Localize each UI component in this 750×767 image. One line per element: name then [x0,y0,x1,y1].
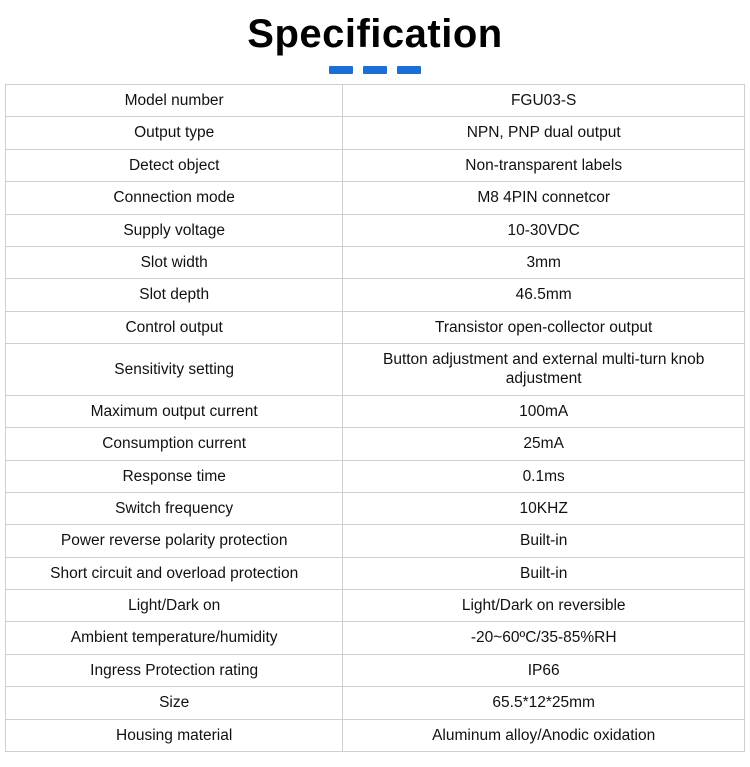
spec-value: 3mm [343,246,745,278]
spec-label: Switch frequency [6,492,343,524]
dash-1 [329,66,353,74]
spec-label: Light/Dark on [6,590,343,622]
spec-label: Control output [6,311,343,343]
spec-value: 46.5mm [343,279,745,311]
table-row [6,149,745,181]
spec-label: Consumption current [6,428,343,460]
spec-value: 65.5*12*25mm [343,687,745,719]
spec-value: 10-30VDC [343,214,745,246]
spec-value: 25mA [343,428,745,460]
table-row [6,719,745,751]
table-row [6,428,745,460]
spec-value: -20~60ºC/35-85%RH [343,622,745,654]
table-row [6,117,745,149]
table-row [6,85,745,117]
spec-label: Short circuit and overload protection [6,557,343,589]
spec-label: Ambient temperature/humidity [6,622,343,654]
table-row [6,246,745,278]
spec-value: M8 4PIN connetcor [343,182,745,214]
spec-value: 100mA [343,395,745,427]
table-row [6,557,745,589]
title-underline-dashes [0,66,750,74]
specification-table-body [6,85,745,752]
spec-label: Size [6,687,343,719]
specification-table [5,84,745,752]
table-row [6,395,745,427]
spec-value: 10KHZ [343,492,745,524]
specification-page [0,10,750,767]
spec-value: Built-in [343,525,745,557]
spec-label: Response time [6,460,343,492]
table-row [6,525,745,557]
dash-2 [363,66,387,74]
table-row [6,590,745,622]
table-row [6,182,745,214]
spec-value: Aluminum alloy/Anodic oxidation [343,719,745,751]
table-row [6,279,745,311]
spec-label: Connection mode [6,182,343,214]
spec-value: Non-transparent labels [343,149,745,181]
page-title: Specification [247,12,503,56]
spec-value: Button adjustment and external multi-turn knob adjustment [343,344,745,396]
spec-label: Supply voltage [6,214,343,246]
dash-3 [397,66,421,74]
table-row [6,214,745,246]
table-row [6,654,745,686]
spec-value: Light/Dark on reversible [343,590,745,622]
table-row [6,622,745,654]
spec-label: Power reverse polarity protection [6,525,343,557]
spec-label: Slot depth [6,279,343,311]
table-row [6,492,745,524]
spec-label: Maximum output current [6,395,343,427]
spec-value: Built-in [343,557,745,589]
spec-value: 0.1ms [343,460,745,492]
spec-label: Ingress Protection rating [6,654,343,686]
table-row [6,344,745,396]
spec-label: Slot width [6,246,343,278]
spec-label: Model number [6,85,343,117]
spec-label: Output type [6,117,343,149]
spec-label: Housing material [6,719,343,751]
spec-value: FGU03-S [343,85,745,117]
spec-value: IP66 [343,654,745,686]
table-row [6,687,745,719]
table-row [6,311,745,343]
spec-label: Detect object [6,149,343,181]
spec-value: NPN, PNP dual output [343,117,745,149]
table-row [6,460,745,492]
spec-value: Transistor open-collector output [343,311,745,343]
spec-label: Sensitivity setting [6,344,343,396]
